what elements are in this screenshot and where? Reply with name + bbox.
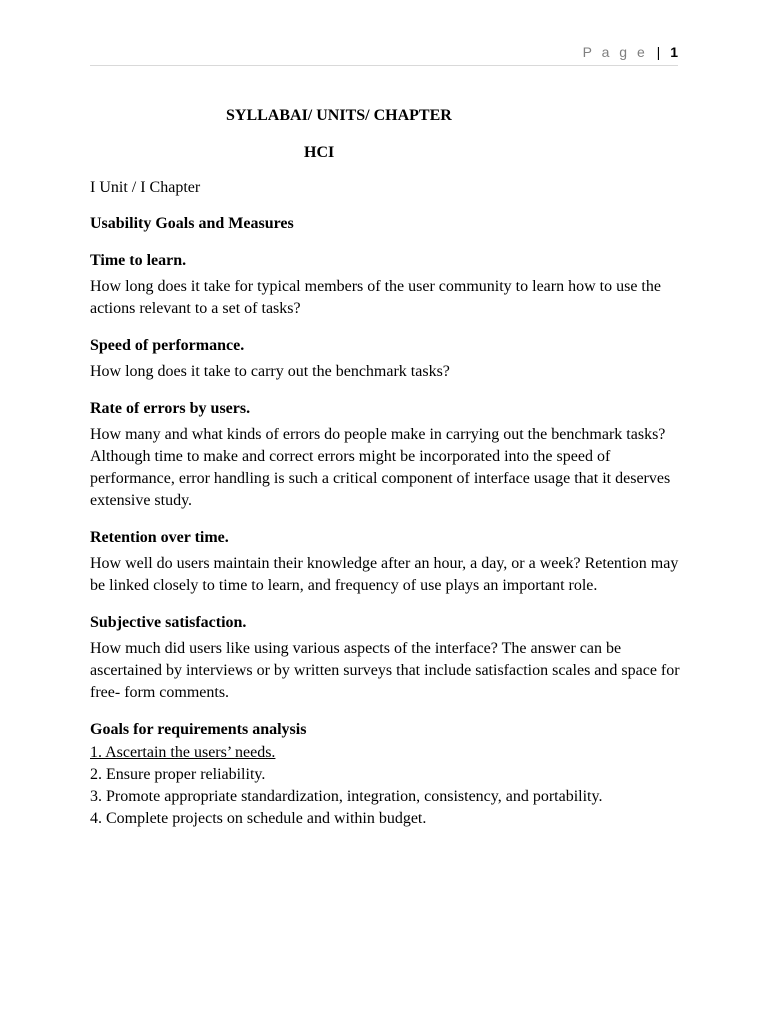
header-divider	[90, 65, 678, 66]
section-body: How long does it take for typical members of the user community to learn how to use the actions relevant to a set of tasks?	[90, 278, 661, 317]
section-heading: Rate of errors by users.	[90, 400, 251, 417]
page-number: 1	[670, 44, 678, 60]
document-subtitle: HCI	[304, 144, 335, 161]
section-body: How long does it take to carry out the benchmark tasks?	[90, 363, 450, 380]
section-rate-of-errors	[90, 398, 680, 512]
section-retention	[90, 527, 680, 597]
document-body	[90, 105, 680, 830]
main-heading: Usability Goals and Measures	[90, 215, 294, 232]
section-body: How much did users like using various aspects of the interface? The answer can be ascertained by interviews or by written surveys that include satisfaction scales and space for free- form comments.	[90, 640, 680, 701]
section-time-to-learn	[90, 250, 680, 320]
goal-item: 2. Ensure proper reliability.	[90, 766, 266, 783]
section-heading: Time to learn.	[90, 252, 187, 269]
goals-heading: Goals for requirements analysis	[90, 721, 307, 738]
section-body: How well do users maintain their knowledge after an hour, a day, or a week? Retention may be linked closely to time to learn, and frequency of use plays an important role.	[90, 555, 679, 594]
page-label: P a g e	[582, 44, 648, 60]
page-header	[583, 44, 678, 60]
goal-item: 3. Promote appropriate standardization, integration, consistency, and portability.	[90, 788, 603, 805]
section-subjective-satisfaction	[90, 612, 680, 704]
chapter-label: I Unit / I Chapter	[90, 179, 201, 196]
section-heading: Speed of performance.	[90, 337, 245, 354]
section-heading: Retention over time.	[90, 529, 229, 546]
goal-item: 1. Ascertain the users’ needs.	[90, 744, 276, 761]
goals-section	[90, 719, 680, 830]
section-speed-of-performance	[90, 335, 680, 383]
section-heading: Subjective satisfaction.	[90, 614, 247, 631]
document-title: SYLLABAI/ UNITS/ CHAPTER	[226, 107, 452, 124]
page-separator: |	[656, 44, 661, 60]
goal-item: 4. Complete projects on schedule and within budget.	[90, 810, 427, 827]
section-body: How many and what kinds of errors do people make in carrying out the benchmark tasks? Although time to make and correct errors might be incorporated into the speed of performance, error handling is such a critical component of interface usage that it deserves extensive study.	[90, 426, 671, 509]
